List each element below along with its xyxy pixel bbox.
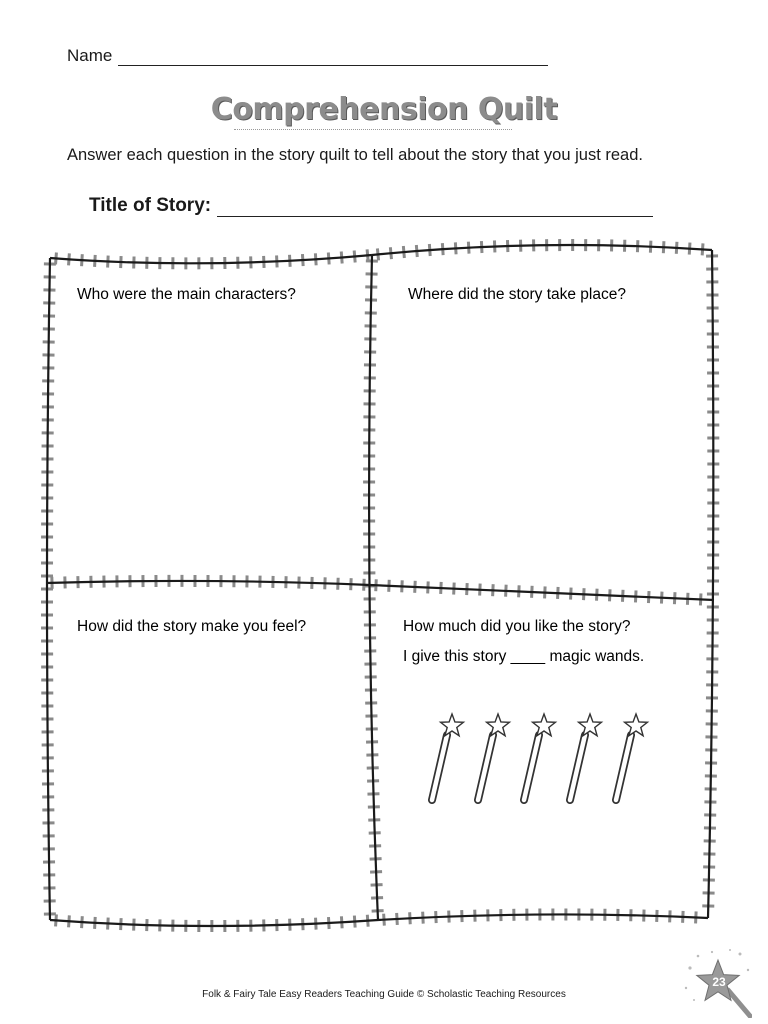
instructions-text: Answer each question in the story quilt to tell about the story that you just read. [67, 146, 643, 164]
magic-wands-prompt: I give this story ____ magic wands. [403, 648, 645, 665]
seam-right [708, 250, 713, 918]
magic-wand-icon[interactable] [524, 714, 555, 800]
quilt-seams [46, 245, 714, 926]
magic-wand-icon[interactable] [432, 714, 463, 800]
seam-top-right [372, 245, 712, 255]
wand-stick [524, 735, 539, 800]
footer-credit: Folk & Fairy Tale Easy Readers Teaching Guide © Scholastic Teaching Resources [202, 989, 566, 1000]
question-main-characters: Who were the main characters? [77, 286, 296, 303]
magic-wand-icon[interactable] [570, 714, 601, 800]
question-story-feel: How did the story make you feel? [77, 618, 307, 635]
name-label: Name [67, 46, 113, 65]
magic-wand-icon[interactable] [616, 714, 647, 800]
question-story-place: Where did the story take place? [408, 286, 626, 303]
seam-bottom-right [378, 914, 708, 920]
question-like-story: How much did you like the story? [403, 618, 631, 635]
wand-stick [478, 735, 493, 800]
page-number: 23 [712, 975, 726, 989]
story-title-label: Title of Story: [89, 195, 212, 216]
magic-wands-rating[interactable] [432, 714, 647, 800]
wand-stick [432, 735, 447, 800]
magic-wand-icon[interactable] [478, 714, 509, 800]
page-title: Comprehension Quilt [210, 92, 558, 127]
wand-stick [616, 735, 631, 800]
wand-stick [570, 735, 585, 800]
